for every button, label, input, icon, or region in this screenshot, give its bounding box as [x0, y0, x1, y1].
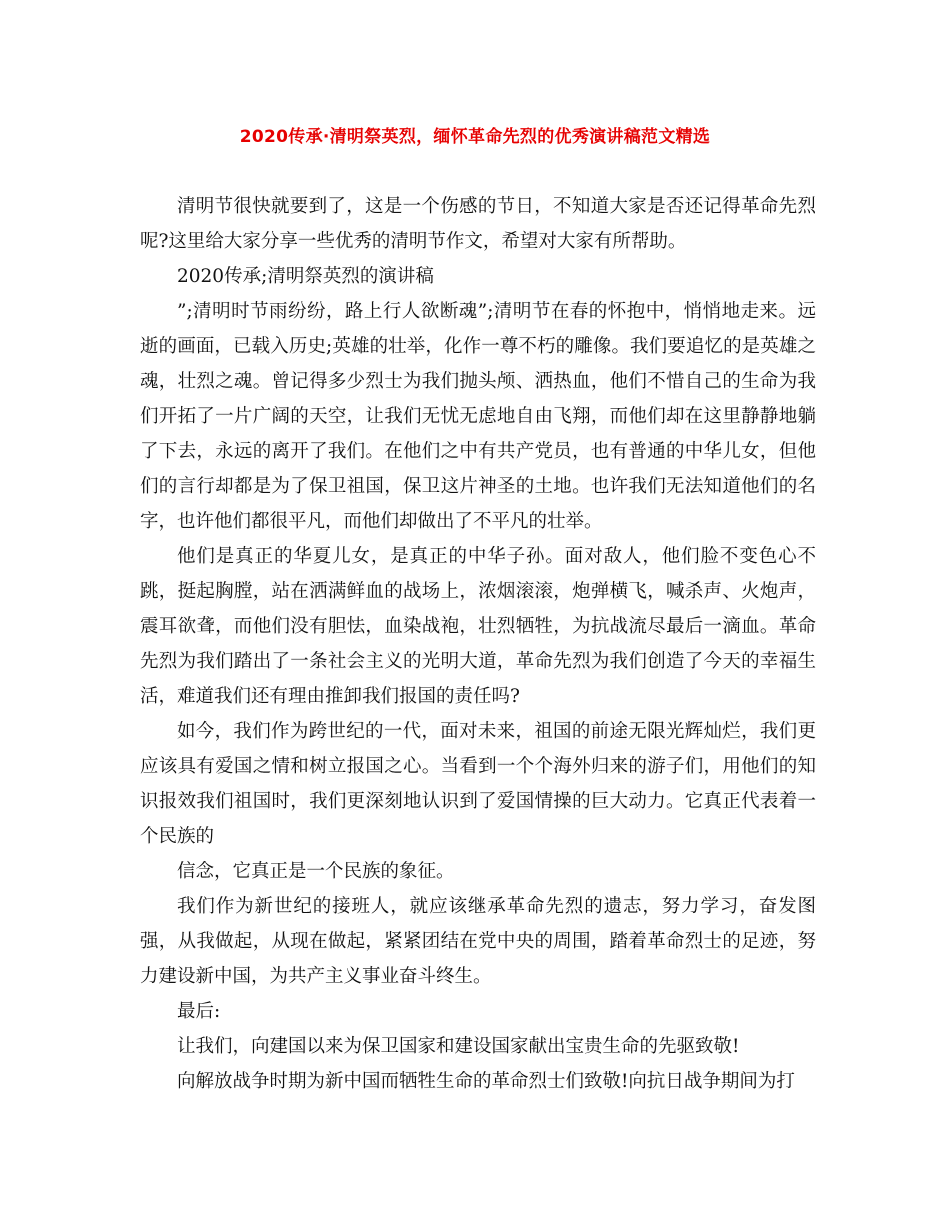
paragraph-10: 向解放战争时期为新中国而牺牲生命的革命烈士们致敬!向抗日战争期间为打 — [177, 1071, 795, 1092]
paragraph-9: 让我们，向建国以来为保卫国家和建设国家献出宝贵生命的先驱致敬! — [177, 1036, 740, 1057]
paragraph-4: 他们是真正的华夏儿女，是真正的中华子孙。面对敌人，他们脸不变色心不跳，挺起胸膛，站在洒满鲜血的战场上，浓烟滚滚，炮弹横飞，喊杀声、火炮声，震耳欲聋，而他们没有胆怯，血染战袍，壮烈牺牲，为抗战流尽最后一滴血。革命先烈为我们踏出了一条社会主义的光明大道，革命先烈为我们创造了今天的幸福生活，难道我们还有理由推卸我们报国的责任吗? — [140, 546, 816, 707]
paragraph-2: 2020传承;清明祭英烈的演讲稿 — [177, 266, 434, 287]
paragraph-3: ”;清明时节雨纷纷，路上行人欲断魂”;清明节在春的怀抱中，悄悄地走来。远逝的画面，已载入历史;英雄的壮举，化作一尊不朽的雕像。我们要追忆的是英雄之魂，壮烈之魂。曾记得多少烈士为我们抛头颅、洒热血，他们不惜自己的生命为我们开拓了一片广阔的天空，让我们无忧无虑地自由飞翔，而他们却在这里静静地躺了下去，永远的离开了我们。在他们之中有共产党员，也有普通的中华儿女，但他们的言行却都是为了保卫祖国，保卫这片神圣的土地。也许我们无法知道他们的名字，也许他们都很平凡，而他们却做出了不平凡的壮举。 — [140, 301, 816, 532]
document-title: 2020传承·清明祭英烈，缅怀革命先烈的优秀演讲稿范文精选 — [239, 127, 711, 147]
paragraph-6: 信念，它真正是一个民族的象征。 — [177, 861, 455, 882]
paragraph-8: 最后: — [177, 1001, 221, 1022]
paragraph-5: 如今，我们作为跨世纪的一代，面对未来，祖国的前途无限光辉灿烂，我们更应该具有爱国之情和树立报国之心。当看到一个个海外归来的游子们，用他们的知识报效我们祖国时，我们更深刻地认识到了爱国情操的巨大动力。它真正代表着一个民族的 — [140, 721, 816, 847]
paragraph-1: 清明节很快就要到了，这是一个伤感的节日，不知道大家是否还记得革命先烈呢?这里给大家分享一些优秀的清明节作文，希望对大家有所帮助。 — [140, 196, 816, 252]
document-body — [140, 189, 816, 1099]
paragraph-7: 我们作为新世纪的接班人，就应该继承革命先烈的遗志，努力学习，奋发图强，从我做起，从现在做起，紧紧团结在党中央的周围，踏着革命烈士的足迹，努力建设新中国，为共产主义事业奋斗终生。 — [140, 896, 816, 987]
